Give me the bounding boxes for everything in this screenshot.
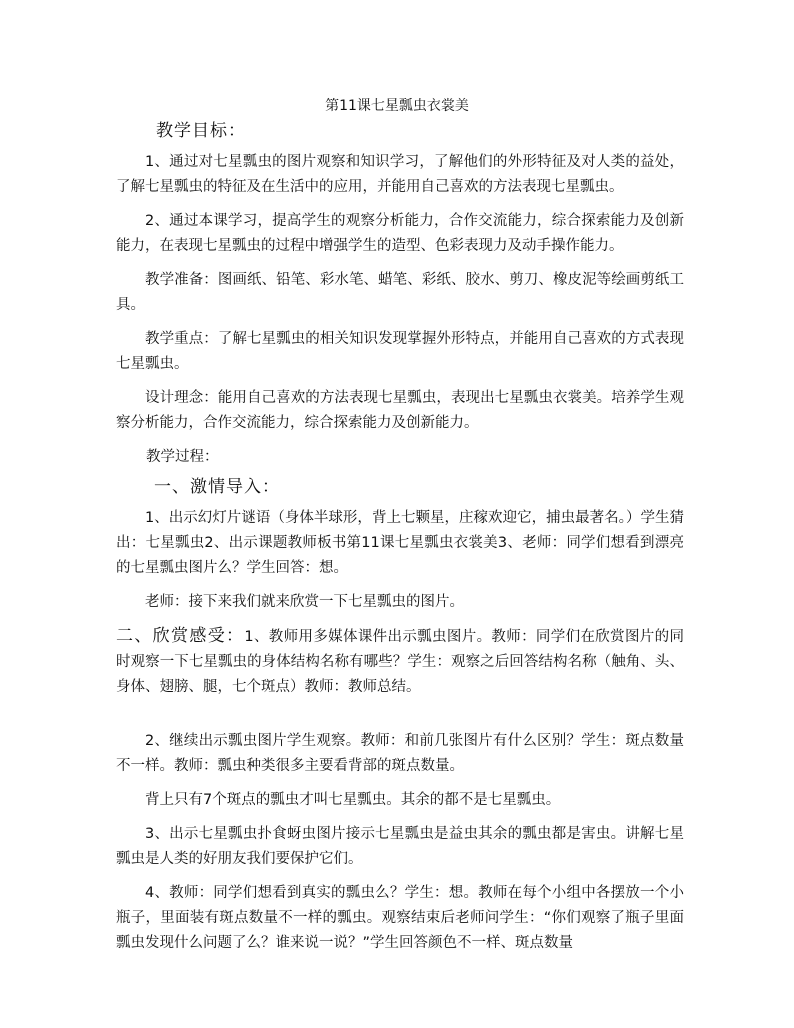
document-body (116, 118, 684, 965)
section-2-heading: 二、欣赏感受： (116, 626, 245, 646)
goal-paragraph-1: 1、通过对七星瓢虫的图片观察和知识学习，了解他们的外形特征及对人类的益处，了解七星瓢虫的特征及在生活中的应用，并能用自己喜欢的方法表现七星瓢虫。 (116, 154, 684, 195)
preparation-paragraph: 教学准备：图画纸、铅笔、彩水笔、蜡笔、彩纸、胶水、剪刀、橡皮泥等绘画剪纸工具。 (116, 272, 684, 313)
section-1-heading: 一、激情导入： (154, 477, 280, 497)
section-2-paragraph-5: 4、教师：同学们想看到真实的瓢虫么？学生：想。教师在每个小组中各摆放一个小瓶子，里面装有斑点数量不一样的瓢虫。观察结束后老师问学生：“你们观察了瓶子里面瓢虫发现什么问题了么？谁来说一说？”学生回答颜色不一样、斑点数量 (116, 885, 684, 951)
key-point-paragraph: 教学重点：了解七星瓢虫的相关知识发现掌握外形特点，并能用自己喜欢的方式表现七星瓢虫。 (116, 331, 684, 372)
paragraph-gap (116, 709, 684, 729)
section-2-paragraph-1 (116, 624, 684, 700)
section-1-paragraph-2: 老师：接下来我们就来欣赏一下七星瓢虫的图片。 (145, 594, 464, 610)
page-title: 第11课七星瓢虫衣裳美 (325, 98, 469, 114)
section-2-paragraph-4: 3、出示七星瓢虫扑食蚜虫图片接示七星瓢虫是益虫其余的瓢虫都是害虫。讲解七星瓢虫是人类的好朋友我们要保护它们。 (116, 826, 684, 867)
section-2-paragraph-1-text: 1、教师用多媒体课件出示瓢虫图片。教师：同学们在欣赏图片的同时观察一下七星瓢虫的身体结构名称有哪些？学生：观察之后回答结构名称（触角、头、身体、翅膀、腿，七个斑点）教师：教师总结。 (116, 629, 684, 695)
section-2-paragraph-2: 2、继续出示瓢虫图片学生观察。教师：和前几张图片有什么区别？学生：斑点数量不一样。教师：瓢虫种类很多主要看背部的斑点数量。 (116, 733, 684, 774)
section-1-paragraph-1: 1、出示幻灯片谜语（身体半球形，背上七颗星，庄稼欢迎它，捕虫最著名。）学生猜出：七星瓢虫2、出示课题教师板书第11课七星瓢虫衣裳美3、老师：同学们想看到漂亮的七星瓢虫图片么？学生回答：想。 (116, 510, 684, 576)
section-2-paragraph-3: 背上只有7个斑点的瓢虫才叫七星瓢虫。其余的都不是七星瓢虫。 (145, 792, 561, 808)
goals-heading: 教学目标： (156, 121, 246, 141)
design-concept-paragraph: 设计理念：能用自己喜欢的方法表现七星瓢虫，表现出七星瓢虫衣裳美。培养学生观察分析能力，合作交流能力，综合探索能力及创新能力。 (116, 390, 684, 431)
goal-paragraph-2: 2、通过本课学习，提高学生的观察分析能力，合作交流能力，综合探索能力及创新能力，在表现七星瓢虫的过程中增强学生的造型、色彩表现力及动手操作能力。 (116, 213, 684, 254)
process-heading: 教学过程： (146, 449, 219, 465)
